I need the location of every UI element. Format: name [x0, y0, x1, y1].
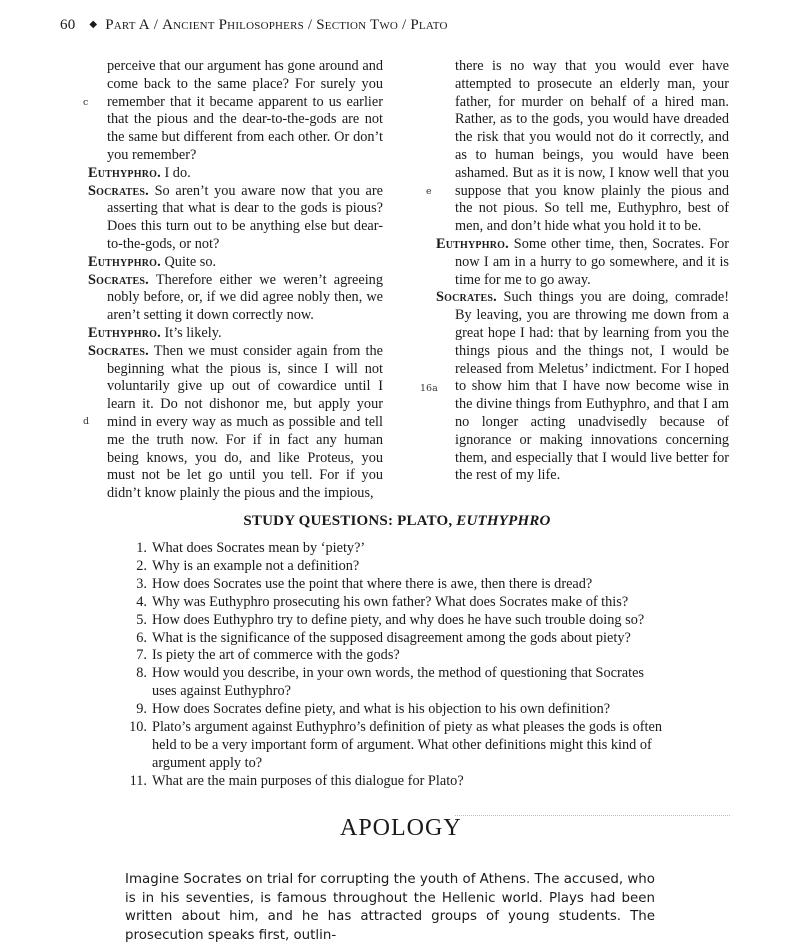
dialogue-paragraph: Euthyphro. Quite so. [88, 253, 217, 270]
list-item: 11. What are the main purposes of this dialogue for Plato? [129, 772, 464, 789]
speaker-label: Euthyphro. [88, 253, 161, 270]
speaker-label: Socrates. [88, 182, 149, 199]
dialogue-paragraph: there is no way that you would ever have attempted to prosecute an elderly man, your father, for murder on behalf of a hired man. Rather, as to the gods, you would have dreaded the risk that you would not do it correctly, and as to human beings, you would have been ashamed. But as it is now, I know well that you suppose that you know plainly the pious and the not pious. So tell me, Euthyphro, best of men, and don’t hide what you hold it to be. [455, 58, 729, 235]
margin-marker-d: d [83, 416, 90, 427]
diamond-bullet-icon: ◆ [89, 19, 98, 30]
section-divider [455, 815, 730, 816]
header-slash: / [402, 17, 407, 33]
dialogue-paragraph: perceive that our argument has gone around and come back to the same place? For surely you remember that it became apparent to us earlier that the pious and the dear-to-the-gods are not the same but different from each other. Or don’t you remember? [107, 58, 383, 163]
dialogue-paragraph: Socrates. Then we must consider again from the beginning what the pious is, since I will not voluntarily give up out of cowardice until I learn it. Do not dishonor me, but apply your mind in every way as much as possible and tell me the truth now. For if in fact any human being knows, you do, and like Proteus, you must not be let go until you tell. For if you didn’t know plainly the pious and the impious, [88, 342, 383, 502]
margin-marker-e: e [426, 186, 432, 197]
dialogue-paragraph: Socrates. So aren’t you aware now that you are asserting that what is dear to the gods is pious? Does this turn out to be anything else but dear-to-the-gods, or not? [88, 182, 383, 252]
header-section-title: Ancient Philosophers [162, 17, 304, 33]
speaker-label: Euthyphro. [88, 164, 161, 181]
margin-marker-c: c [83, 97, 89, 108]
list-item: 5. How does Euthyphro try to define piety, and why does he have such trouble doing so? [136, 611, 645, 628]
section-title: APOLOGY [340, 815, 462, 841]
header-slash: / [153, 17, 159, 33]
list-item: 8. How would you describe, in your own words, the method of questioning that Socrates uses against Euthyphro? [136, 665, 644, 700]
list-item: 10. Plato’s argument against Euthyphro’s definition of piety as what pleases the gods is often held to be a very important form of argument. What other definitions might this kind of argument apply to? [129, 719, 662, 771]
list-item: 4. Why was Euthyphro prosecuting his own father? What does Socrates make of this? [136, 593, 629, 610]
list-item: 2. Why is an example not a definition? [136, 557, 360, 574]
dialogue-right-column [436, 58, 729, 485]
speaker-label: Socrates. [88, 271, 149, 288]
dialogue-paragraph: Euthyphro. It’s likely. [88, 324, 222, 341]
list-item: 9. How does Socrates define piety, and what is his objection to his own definition? [136, 701, 611, 718]
list-item: 3. How does Socrates use the point that where there is awe, then there is dread? [136, 575, 593, 592]
list-item: 7. Is piety the art of commerce with the gods? [136, 647, 400, 664]
speaker-label: Socrates. [88, 342, 149, 359]
dialogue-paragraph: Euthyphro. Some other time, then, Socrates. For now I am in a hurry to go somewhere, and it is time for me to go away. [436, 235, 729, 288]
study-questions-heading: STUDY QUESTIONS: PLATO, EUTHYPHRO [243, 513, 551, 529]
speaker-label: Euthyphro. [436, 235, 509, 252]
intro-paragraph: Imagine Socrates on trial for corrupting the youth of Athens. The accused, who is in his seventies, is famous throughout the Hellenic world. Plays had been written about him, and he has attracted groups of young students. The prosecution speaks first, outlin- [125, 872, 655, 943]
list-item: 1. What does Socrates mean by ‘piety?’ [136, 540, 366, 556]
speaker-label: Euthyphro. [88, 324, 161, 341]
dialogue-paragraph: Socrates. Such things you are doing, comrade! By leaving, you are throwing me down from a great hope I had: that by learning from you the things pious and the things not, I would be released from Meletus’ indictment. For I hoped to show him that I have now become wise in the divine things from Euthyphro, and that I am no longer acting unadvisedly because of ignorance or making innovations concerning them, and especially that I would live better for the rest of my life. [436, 289, 730, 484]
list-item: 6. What is the significance of the supposed disagreement among the gods about piety? [136, 629, 631, 646]
speaker-label: Socrates. [436, 289, 497, 306]
header-slash: / [307, 17, 313, 33]
dialogue-paragraph: Euthyphro. I do. [88, 164, 191, 181]
header-part: Part A [105, 17, 150, 33]
dialogue-paragraph: Socrates. Therefore either we weren’t agreeing nobly before, or, if we did agree nobly then, we aren’t setting it down correctly now. [88, 271, 383, 324]
page-number: 60 [60, 17, 76, 33]
header-section: Section Two [316, 17, 399, 33]
dialogue-left-column [88, 58, 383, 503]
running-header [60, 17, 448, 34]
header-author: Plato [410, 17, 448, 33]
study-questions-list [127, 540, 667, 791]
margin-marker-16a: 16a [420, 383, 438, 394]
